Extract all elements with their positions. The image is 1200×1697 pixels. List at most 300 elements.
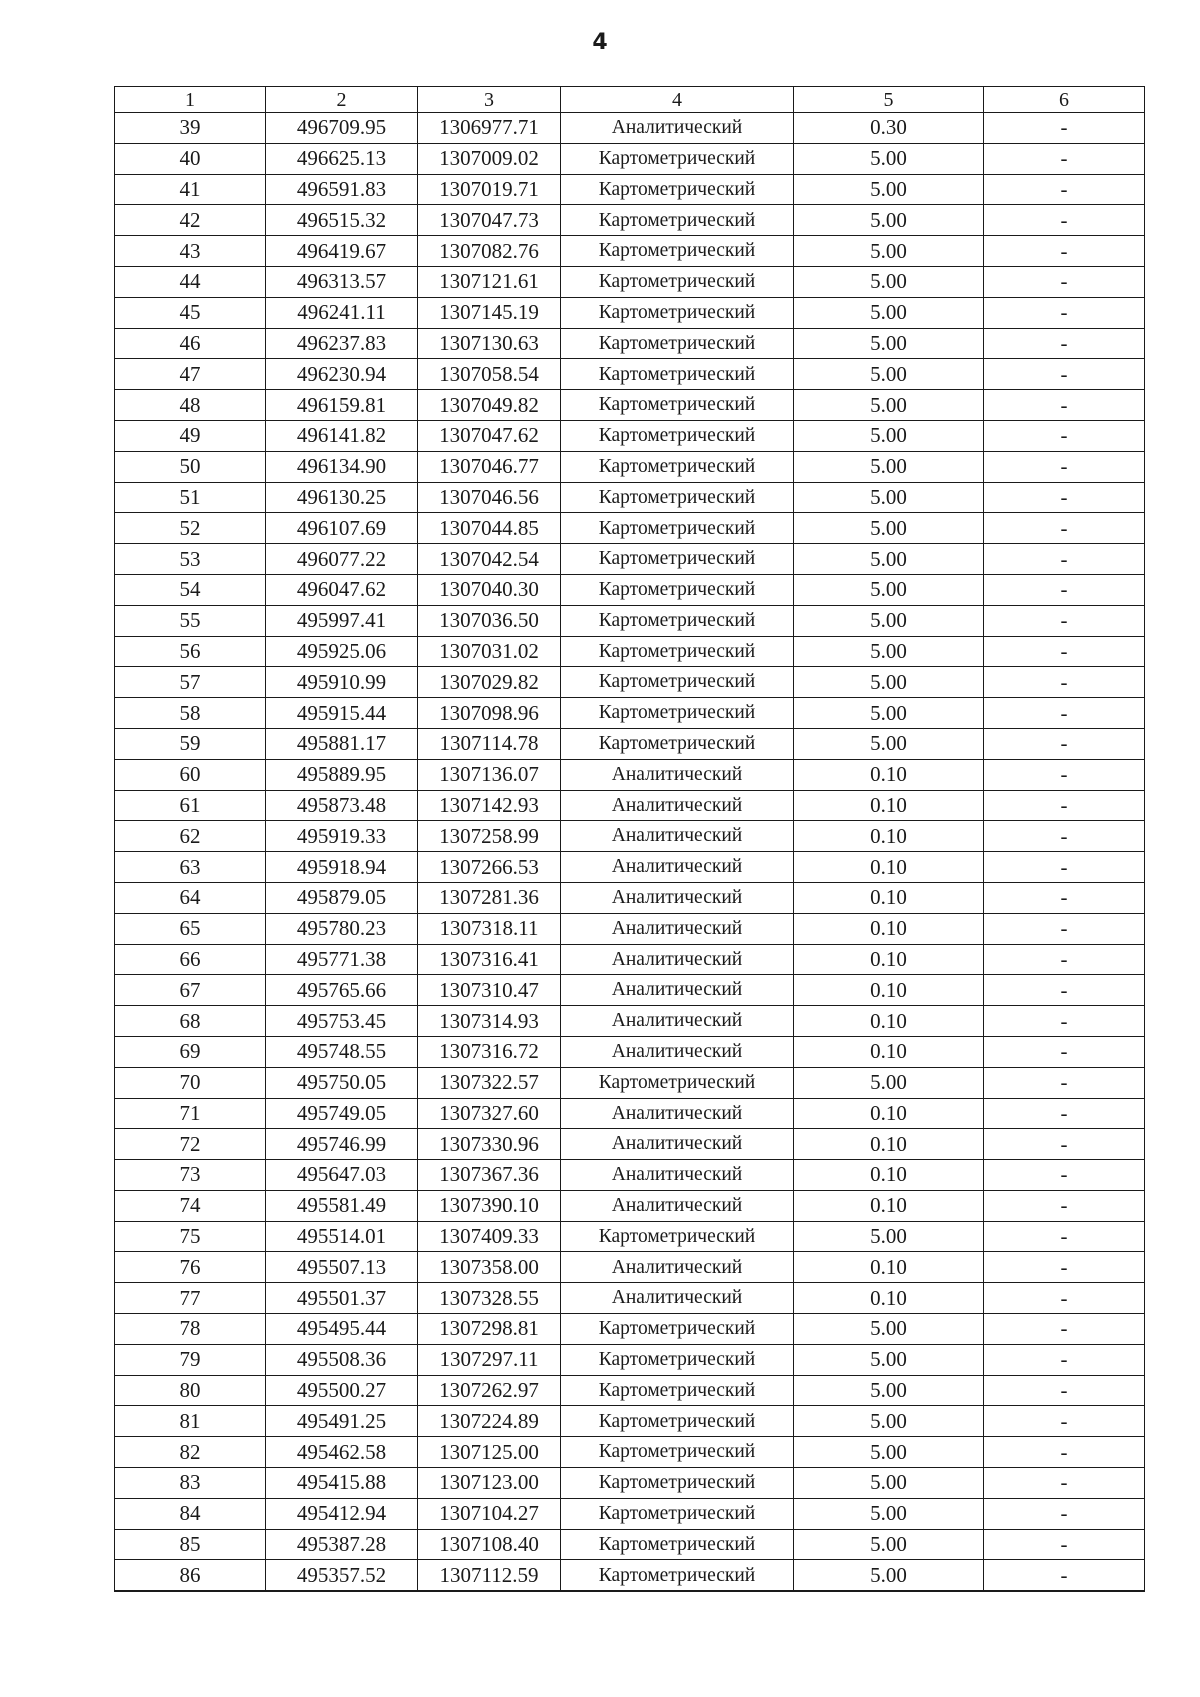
cell-note: - [984,1129,1145,1160]
cell-note: - [984,667,1145,698]
cell-method: Картометрический [561,205,794,236]
table-row [115,975,1145,1006]
cell-method: Картометрический [561,1221,794,1252]
cell-x-coordinate: 495501.37 [266,1283,418,1314]
cell-accuracy: 5.00 [794,698,984,729]
cell-note: - [984,1468,1145,1499]
cell-point-number: 61 [115,790,266,821]
cell-x-coordinate: 495915.44 [266,698,418,729]
cell-accuracy: 0.10 [794,1252,984,1283]
cell-x-coordinate: 495500.27 [266,1375,418,1406]
table-row [115,1498,1145,1529]
table-row [115,1098,1145,1129]
cell-x-coordinate: 495918.94 [266,852,418,883]
table-row [115,1560,1145,1591]
table-row [115,1221,1145,1252]
table-row [115,174,1145,205]
cell-method: Картометрический [561,143,794,174]
table-row [115,1252,1145,1283]
cell-point-number: 70 [115,1067,266,1098]
table-row [115,667,1145,698]
table-row [115,1529,1145,1560]
table-row [115,1067,1145,1098]
cell-accuracy: 0.10 [794,1098,984,1129]
table-row [115,944,1145,975]
cell-x-coordinate: 495462.58 [266,1437,418,1468]
cell-method: Аналитический [561,944,794,975]
cell-accuracy: 0.10 [794,1160,984,1191]
cell-point-number: 64 [115,882,266,913]
cell-method: Аналитический [561,1252,794,1283]
cell-accuracy: 0.10 [794,882,984,913]
cell-y-coordinate: 1307314.93 [418,1006,561,1037]
cell-y-coordinate: 1307297.11 [418,1344,561,1375]
cell-point-number: 62 [115,821,266,852]
table-row [115,1375,1145,1406]
cell-note: - [984,1283,1145,1314]
cell-note: - [984,698,1145,729]
cell-y-coordinate: 1307019.71 [418,174,561,205]
cell-y-coordinate: 1307358.00 [418,1252,561,1283]
cell-note: - [984,236,1145,267]
column-header-method: 4 [561,87,794,113]
table-row [115,790,1145,821]
cell-accuracy: 5.00 [794,513,984,544]
cell-accuracy: 0.10 [794,975,984,1006]
cell-x-coordinate: 495910.99 [266,667,418,698]
cell-x-coordinate: 495753.45 [266,1006,418,1037]
cell-accuracy: 5.00 [794,236,984,267]
cell-method: Картометрический [561,513,794,544]
cell-accuracy: 5.00 [794,574,984,605]
cell-point-number: 55 [115,605,266,636]
cell-note: - [984,913,1145,944]
cell-x-coordinate: 496077.22 [266,544,418,575]
cell-method: Картометрический [561,728,794,759]
cell-note: - [984,143,1145,174]
cell-note: - [984,1036,1145,1067]
cell-accuracy: 0.30 [794,113,984,144]
table-row [115,821,1145,852]
cell-y-coordinate: 1307258.99 [418,821,561,852]
cell-accuracy: 5.00 [794,482,984,513]
cell-method: Картометрический [561,174,794,205]
table-row [115,1129,1145,1160]
cell-method: Картометрический [561,636,794,667]
table-row [115,605,1145,636]
cell-point-number: 86 [115,1560,266,1591]
table-row [115,1190,1145,1221]
cell-method: Картометрический [561,359,794,390]
cell-note: - [984,328,1145,359]
cell-accuracy: 5.00 [794,636,984,667]
cell-note: - [984,790,1145,821]
cell-accuracy: 0.10 [794,1190,984,1221]
cell-note: - [984,1437,1145,1468]
cell-method: Картометрический [561,297,794,328]
cell-point-number: 53 [115,544,266,575]
cell-accuracy: 5.00 [794,544,984,575]
cell-y-coordinate: 1307367.36 [418,1160,561,1191]
cell-y-coordinate: 1307036.50 [418,605,561,636]
column-header-note: 6 [984,87,1145,113]
cell-method: Картометрический [561,1529,794,1560]
cell-point-number: 83 [115,1468,266,1499]
cell-y-coordinate: 1306977.71 [418,113,561,144]
cell-method: Картометрический [561,1406,794,1437]
table-row [115,913,1145,944]
cell-method: Аналитический [561,975,794,1006]
cell-note: - [984,728,1145,759]
cell-method: Аналитический [561,1190,794,1221]
cell-x-coordinate: 496419.67 [266,236,418,267]
cell-note: - [984,359,1145,390]
cell-method: Картометрический [561,1437,794,1468]
cell-point-number: 68 [115,1006,266,1037]
cell-point-number: 66 [115,944,266,975]
cell-y-coordinate: 1307114.78 [418,728,561,759]
cell-x-coordinate: 496241.11 [266,297,418,328]
cell-accuracy: 5.00 [794,667,984,698]
table-row [115,544,1145,575]
table-row [115,390,1145,421]
cell-note: - [984,605,1145,636]
cell-accuracy: 5.00 [794,1498,984,1529]
cell-y-coordinate: 1307310.47 [418,975,561,1006]
cell-accuracy: 5.00 [794,605,984,636]
cell-method: Картометрический [561,266,794,297]
cell-accuracy: 5.00 [794,174,984,205]
cell-x-coordinate: 495412.94 [266,1498,418,1529]
cell-method: Картометрический [561,1067,794,1098]
cell-note: - [984,1314,1145,1345]
cell-y-coordinate: 1307130.63 [418,328,561,359]
cell-x-coordinate: 495881.17 [266,728,418,759]
cell-method: Картометрический [561,605,794,636]
cell-point-number: 49 [115,420,266,451]
cell-method: Аналитический [561,852,794,883]
table-row [115,420,1145,451]
table-row [115,1437,1145,1468]
cell-y-coordinate: 1307058.54 [418,359,561,390]
cell-x-coordinate: 495746.99 [266,1129,418,1160]
table-row [115,574,1145,605]
cell-method: Картометрический [561,1560,794,1591]
cell-note: - [984,266,1145,297]
cell-accuracy: 5.00 [794,1221,984,1252]
cell-x-coordinate: 495919.33 [266,821,418,852]
cell-method: Аналитический [561,1283,794,1314]
cell-point-number: 60 [115,759,266,790]
cell-point-number: 73 [115,1160,266,1191]
table-row [115,1283,1145,1314]
table-row [115,759,1145,790]
cell-method: Картометрический [561,1375,794,1406]
cell-point-number: 76 [115,1252,266,1283]
cell-point-number: 47 [115,359,266,390]
cell-accuracy: 5.00 [794,143,984,174]
cell-method: Аналитический [561,882,794,913]
cell-method: Аналитический [561,913,794,944]
table-row [115,266,1145,297]
cell-point-number: 57 [115,667,266,698]
coordinates-table [114,86,1145,1592]
cell-accuracy: 0.10 [794,1036,984,1067]
cell-x-coordinate: 495508.36 [266,1344,418,1375]
cell-method: Картометрический [561,1498,794,1529]
cell-y-coordinate: 1307298.81 [418,1314,561,1345]
cell-y-coordinate: 1307136.07 [418,759,561,790]
table-row [115,205,1145,236]
cell-x-coordinate: 496625.13 [266,143,418,174]
table-row [115,513,1145,544]
table-row [115,636,1145,667]
cell-method: Картометрический [561,482,794,513]
table-row [115,1160,1145,1191]
cell-note: - [984,1067,1145,1098]
cell-note: - [984,574,1145,605]
table-row [115,482,1145,513]
cell-point-number: 63 [115,852,266,883]
table-row [115,297,1145,328]
cell-note: - [984,1406,1145,1437]
cell-x-coordinate: 496130.25 [266,482,418,513]
cell-accuracy: 5.00 [794,390,984,421]
cell-x-coordinate: 495771.38 [266,944,418,975]
cell-y-coordinate: 1307281.36 [418,882,561,913]
cell-point-number: 39 [115,113,266,144]
cell-note: - [984,390,1145,421]
cell-note: - [984,1498,1145,1529]
cell-note: - [984,1221,1145,1252]
cell-accuracy: 0.10 [794,1283,984,1314]
cell-x-coordinate: 496134.90 [266,451,418,482]
cell-y-coordinate: 1307409.33 [418,1221,561,1252]
cell-note: - [984,1006,1145,1037]
cell-accuracy: 5.00 [794,1529,984,1560]
cell-y-coordinate: 1307044.85 [418,513,561,544]
cell-x-coordinate: 495514.01 [266,1221,418,1252]
cell-y-coordinate: 1307142.93 [418,790,561,821]
cell-x-coordinate: 495879.05 [266,882,418,913]
cell-accuracy: 5.00 [794,266,984,297]
cell-point-number: 72 [115,1129,266,1160]
page-number: 4 [592,30,608,55]
cell-y-coordinate: 1307328.55 [418,1283,561,1314]
cell-accuracy: 0.10 [794,1006,984,1037]
cell-accuracy: 0.10 [794,944,984,975]
cell-x-coordinate: 495647.03 [266,1160,418,1191]
cell-y-coordinate: 1307047.62 [418,420,561,451]
cell-point-number: 69 [115,1036,266,1067]
cell-method: Картометрический [561,698,794,729]
cell-accuracy: 5.00 [794,728,984,759]
column-header-point-number: 1 [115,87,266,113]
cell-point-number: 46 [115,328,266,359]
cell-point-number: 54 [115,574,266,605]
cell-y-coordinate: 1307031.02 [418,636,561,667]
cell-method: Аналитический [561,759,794,790]
cell-y-coordinate: 1307121.61 [418,266,561,297]
cell-accuracy: 5.00 [794,420,984,451]
cell-note: - [984,1375,1145,1406]
cell-y-coordinate: 1307318.11 [418,913,561,944]
cell-x-coordinate: 495997.41 [266,605,418,636]
table-row [115,1036,1145,1067]
cell-accuracy: 5.00 [794,451,984,482]
cell-y-coordinate: 1307029.82 [418,667,561,698]
cell-point-number: 81 [115,1406,266,1437]
cell-y-coordinate: 1307327.60 [418,1098,561,1129]
cell-method: Картометрический [561,236,794,267]
cell-note: - [984,113,1145,144]
cell-point-number: 67 [115,975,266,1006]
cell-point-number: 75 [115,1221,266,1252]
cell-note: - [984,205,1145,236]
table-row [115,113,1145,144]
cell-point-number: 45 [115,297,266,328]
cell-y-coordinate: 1307108.40 [418,1529,561,1560]
cell-method: Аналитический [561,1098,794,1129]
table-row [115,1344,1145,1375]
cell-y-coordinate: 1307049.82 [418,390,561,421]
cell-y-coordinate: 1307112.59 [418,1560,561,1591]
cell-method: Картометрический [561,667,794,698]
cell-x-coordinate: 495495.44 [266,1314,418,1345]
cell-accuracy: 5.00 [794,205,984,236]
cell-y-coordinate: 1307322.57 [418,1067,561,1098]
cell-y-coordinate: 1307009.02 [418,143,561,174]
cell-x-coordinate: 495750.05 [266,1067,418,1098]
cell-note: - [984,821,1145,852]
cell-y-coordinate: 1307104.27 [418,1498,561,1529]
cell-method: Картометрический [561,328,794,359]
column-header-x-coordinate: 2 [266,87,418,113]
cell-y-coordinate: 1307040.30 [418,574,561,605]
cell-note: - [984,1344,1145,1375]
cell-x-coordinate: 496141.82 [266,420,418,451]
cell-point-number: 44 [115,266,266,297]
cell-x-coordinate: 496159.81 [266,390,418,421]
cell-x-coordinate: 495873.48 [266,790,418,821]
cell-method: Аналитический [561,821,794,852]
column-header-accuracy: 5 [794,87,984,113]
cell-method: Картометрический [561,1314,794,1345]
table-row [115,882,1145,913]
table-row [115,698,1145,729]
cell-accuracy: 5.00 [794,1375,984,1406]
cell-x-coordinate: 496515.32 [266,205,418,236]
cell-x-coordinate: 496107.69 [266,513,418,544]
cell-point-number: 71 [115,1098,266,1129]
cell-note: - [984,1098,1145,1129]
cell-x-coordinate: 495748.55 [266,1036,418,1067]
cell-note: - [984,1190,1145,1221]
column-header-y-coordinate: 3 [418,87,561,113]
cell-method: Аналитический [561,1160,794,1191]
cell-y-coordinate: 1307390.10 [418,1190,561,1221]
cell-point-number: 56 [115,636,266,667]
cell-note: - [984,451,1145,482]
cell-method: Аналитический [561,1036,794,1067]
cell-x-coordinate: 495507.13 [266,1252,418,1283]
cell-accuracy: 0.10 [794,821,984,852]
cell-accuracy: 5.00 [794,1314,984,1345]
cell-point-number: 85 [115,1529,266,1560]
cell-point-number: 80 [115,1375,266,1406]
cell-accuracy: 5.00 [794,1560,984,1591]
cell-accuracy: 0.10 [794,1129,984,1160]
cell-y-coordinate: 1307145.19 [418,297,561,328]
table-row [115,236,1145,267]
cell-y-coordinate: 1307042.54 [418,544,561,575]
cell-point-number: 79 [115,1344,266,1375]
cell-point-number: 58 [115,698,266,729]
cell-note: - [984,636,1145,667]
cell-accuracy: 0.10 [794,913,984,944]
cell-y-coordinate: 1307125.00 [418,1437,561,1468]
cell-y-coordinate: 1307266.53 [418,852,561,883]
cell-x-coordinate: 495387.28 [266,1529,418,1560]
cell-method: Аналитический [561,790,794,821]
cell-x-coordinate: 495780.23 [266,913,418,944]
cell-accuracy: 5.00 [794,1406,984,1437]
cell-accuracy: 5.00 [794,328,984,359]
table-row [115,852,1145,883]
cell-point-number: 42 [115,205,266,236]
table-body [115,113,1145,1592]
table-header-row [115,87,1145,113]
cell-x-coordinate: 495357.52 [266,1560,418,1591]
cell-point-number: 51 [115,482,266,513]
cell-accuracy: 0.10 [794,790,984,821]
cell-point-number: 84 [115,1498,266,1529]
cell-point-number: 43 [115,236,266,267]
cell-y-coordinate: 1307046.77 [418,451,561,482]
cell-note: - [984,544,1145,575]
cell-y-coordinate: 1307123.00 [418,1468,561,1499]
cell-y-coordinate: 1307316.41 [418,944,561,975]
cell-y-coordinate: 1307046.56 [418,482,561,513]
cell-x-coordinate: 496230.94 [266,359,418,390]
cell-x-coordinate: 495415.88 [266,1468,418,1499]
table-row [115,1314,1145,1345]
table-row [115,1468,1145,1499]
cell-accuracy: 5.00 [794,1344,984,1375]
cell-y-coordinate: 1307098.96 [418,698,561,729]
cell-note: - [984,1560,1145,1591]
cell-point-number: 40 [115,143,266,174]
cell-x-coordinate: 495765.66 [266,975,418,1006]
cell-point-number: 82 [115,1437,266,1468]
cell-point-number: 52 [115,513,266,544]
cell-note: - [984,513,1145,544]
cell-x-coordinate: 496591.83 [266,174,418,205]
cell-accuracy: 5.00 [794,1468,984,1499]
cell-method: Картометрический [561,1344,794,1375]
cell-point-number: 74 [115,1190,266,1221]
cell-y-coordinate: 1307262.97 [418,1375,561,1406]
cell-accuracy: 0.10 [794,852,984,883]
cell-method: Аналитический [561,113,794,144]
table-row [115,728,1145,759]
cell-note: - [984,1529,1145,1560]
cell-x-coordinate: 496047.62 [266,574,418,605]
cell-y-coordinate: 1307316.72 [418,1036,561,1067]
cell-point-number: 59 [115,728,266,759]
cell-y-coordinate: 1307082.76 [418,236,561,267]
cell-point-number: 48 [115,390,266,421]
